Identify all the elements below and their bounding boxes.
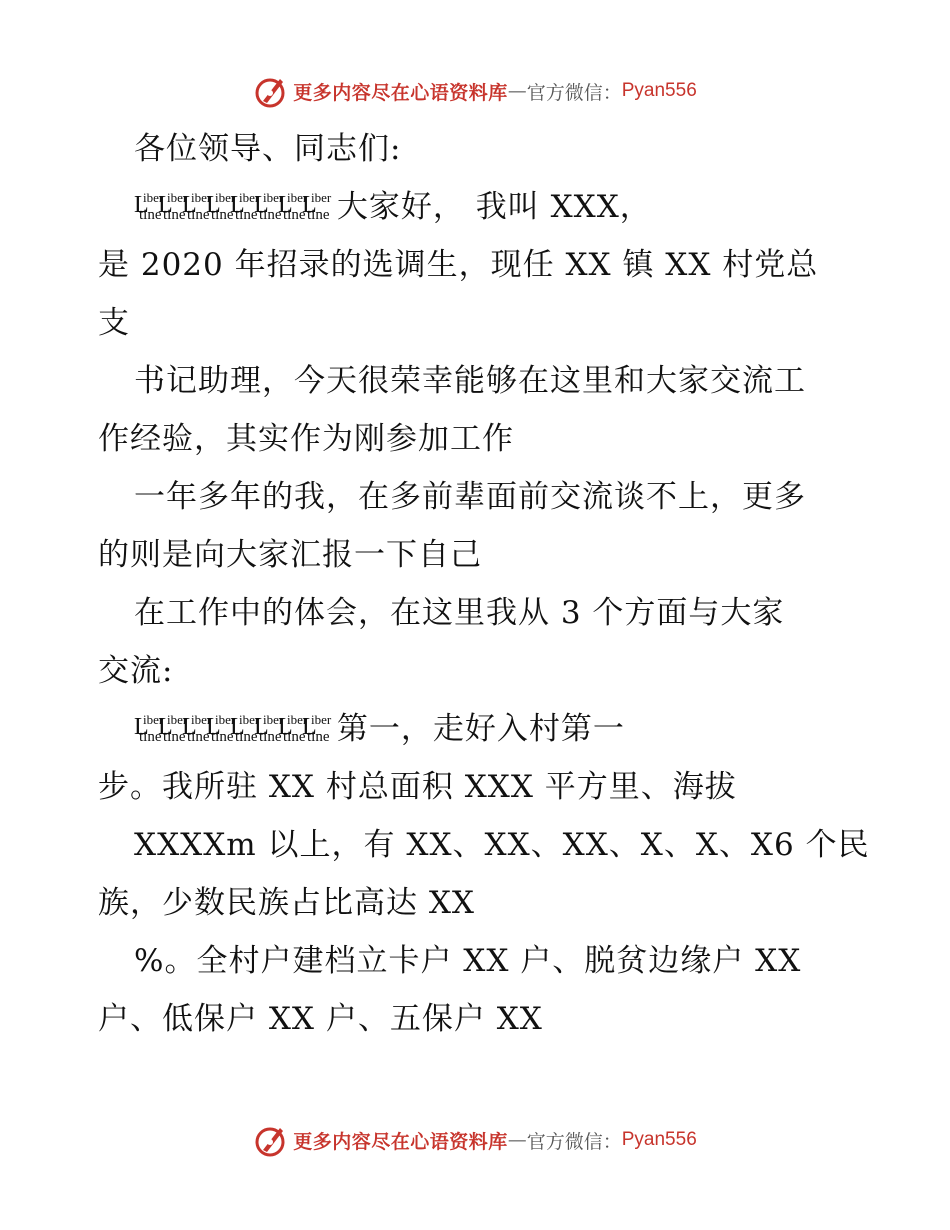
paragraph-line: %。全村户建档立卡户 XX 户、脱贫边缘户 XX bbox=[134, 943, 802, 979]
paragraph-text: 大家好， 我叫 XXX， bbox=[336, 189, 652, 225]
libertine-glyph: L iber tine bbox=[182, 712, 212, 745]
libertine-glyph: L iber tine bbox=[134, 190, 164, 223]
libertine-glyph: L iber tine bbox=[302, 190, 332, 223]
libertine-glyph: L iber tine bbox=[278, 190, 308, 223]
paragraph-line bbox=[98, 178, 868, 236]
quill-logo-icon bbox=[253, 1122, 289, 1158]
libertine-glyph-row bbox=[134, 189, 337, 225]
document-body bbox=[98, 120, 868, 1048]
watermark-wechat-label: 官方微信： bbox=[526, 81, 622, 104]
libertine-glyph: L iber tine bbox=[134, 712, 164, 745]
libertine-glyph: L iber tine bbox=[278, 712, 308, 745]
footer-watermark bbox=[0, 1120, 950, 1160]
salutation: 各位领导、同志们: bbox=[134, 131, 402, 167]
libertine-glyph: L iber tine bbox=[230, 190, 260, 223]
libertine-glyph-row bbox=[134, 711, 337, 747]
paragraph-line: 户、低保户 XX 户、五保户 XX bbox=[98, 1001, 543, 1037]
paragraph-line bbox=[98, 700, 868, 758]
paragraph-line: 书记助理，今天很荣幸能够在这里和大家交流工 bbox=[134, 363, 806, 399]
watermark-wechat-id: Pyan556 bbox=[621, 80, 697, 101]
paragraph-line: 作经验，其实作为刚参加工作 bbox=[98, 421, 514, 457]
paragraph-line: 在工作中的体会，在这里我从 3 个方面与大家 bbox=[134, 595, 785, 631]
paragraph-line: 是 2020 年招录的选调生，现任 XX 镇 XX 村党总 bbox=[98, 247, 819, 283]
watermark-text: 更多内容尽在心语资料库 bbox=[293, 81, 508, 104]
libertine-glyph: L iber tine bbox=[302, 712, 332, 745]
libertine-glyph: L iber tine bbox=[230, 712, 260, 745]
paragraph-line: 一年多年的我，在多前辈面前交流谈不上，更多 bbox=[134, 479, 806, 515]
paragraph-line: 交流: bbox=[98, 653, 174, 689]
quill-logo-icon bbox=[253, 73, 289, 109]
libertine-glyph: L iber tine bbox=[158, 712, 188, 745]
paragraph-line: 族，少数民族占比高达 XX bbox=[98, 885, 475, 921]
libertine-glyph: L iber tine bbox=[206, 190, 236, 223]
watermark-text: 更多内容尽在心语资料库 bbox=[293, 1130, 508, 1153]
watermark-dash: — bbox=[507, 80, 527, 102]
paragraph-line: XXXXm 以上，有 XX、XX、XX、X、X、X6 个民 bbox=[134, 827, 870, 863]
libertine-glyph: L iber tine bbox=[254, 712, 284, 745]
watermark-wechat-id: Pyan556 bbox=[621, 1129, 697, 1150]
libertine-glyph: L iber tine bbox=[158, 190, 188, 223]
header-watermark bbox=[0, 71, 950, 111]
paragraph-text: 第一，走好入村第一 bbox=[336, 711, 625, 747]
libertine-glyph: L iber tine bbox=[206, 712, 236, 745]
paragraph-line: 步。我所驻 XX 村总面积 XXX 平方里、海拔 bbox=[98, 769, 737, 805]
libertine-glyph: L iber tine bbox=[182, 190, 212, 223]
paragraph-line: 的则是向大家汇报一下自己 bbox=[98, 537, 482, 573]
watermark-wechat-label: 官方微信： bbox=[526, 1130, 622, 1153]
watermark-dash: — bbox=[507, 1129, 527, 1151]
paragraph-line: 支 bbox=[98, 305, 130, 341]
libertine-glyph: L iber tine bbox=[254, 190, 284, 223]
